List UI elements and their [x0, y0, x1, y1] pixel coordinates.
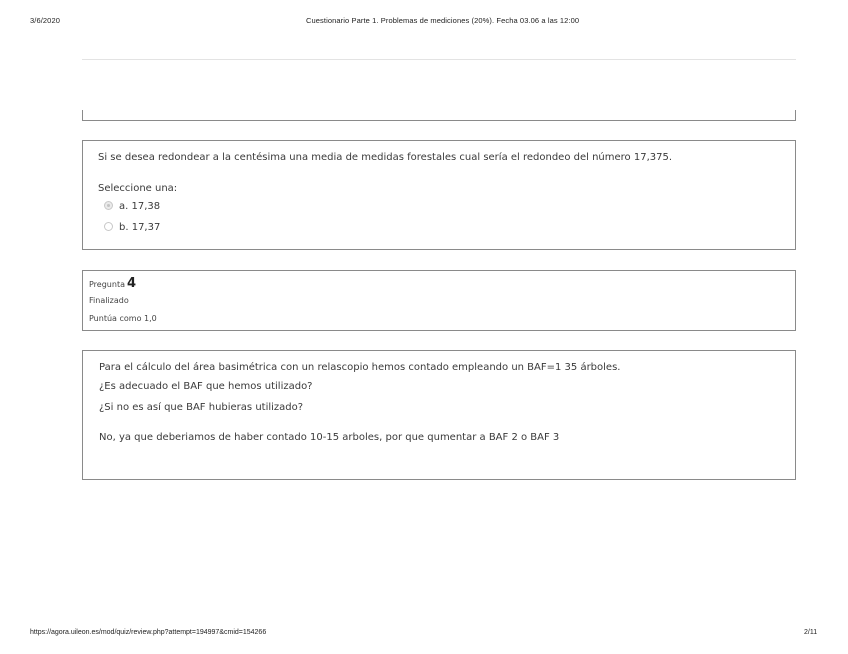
question-score: Puntúa como 1,0 — [89, 314, 157, 323]
question-text-line: ¿Si no es así que BAF hubieras utilizado? — [99, 402, 304, 413]
question-multiple-choice — [82, 140, 796, 250]
essay-answer: No, ya que deberiamos de haber contado 10-15 arboles, por que qumentar a BAF 2 o BAF 3 — [99, 432, 560, 443]
question-text-line: ¿Es adecuado el BAF que hemos utilizado? — [99, 381, 313, 392]
print-date: 3/6/2020 — [30, 16, 60, 25]
question-number-value: 4 — [126, 276, 137, 291]
option-label: b. 17,37 — [119, 222, 161, 233]
print-title: Cuestionario Parte 1. Problemas de mediciones (20%). Fecha 03.06 a las 12:00 — [306, 16, 580, 25]
question-text-line: Para el cálculo del área basimétrica con un relascopio hemos contado empleando un BAF=1 35 árboles. — [99, 362, 621, 373]
page-url: https://agora.uileon.es/mod/quiz/review.php?attempt=194997&cmid=154266 — [30, 629, 267, 636]
divider — [82, 59, 796, 60]
previous-question-box-end — [82, 110, 796, 121]
page-number: 2/11 — [804, 629, 818, 636]
question-number — [89, 276, 136, 291]
question-label: Pregunta — [89, 280, 125, 289]
question-essay — [82, 350, 796, 480]
question-prompt: Si se desea redondear a la centésima una media de medidas forestales cual sería el redondeo del número 17,375. — [98, 152, 673, 163]
radio-unchecked-icon[interactable] — [104, 222, 113, 231]
question-info-box — [82, 270, 796, 331]
radio-checked-icon[interactable] — [104, 201, 113, 210]
option-label: a. 17,38 — [119, 201, 161, 212]
question-status: Finalizado — [89, 296, 129, 305]
select-one-label: Seleccione una: — [98, 183, 178, 194]
